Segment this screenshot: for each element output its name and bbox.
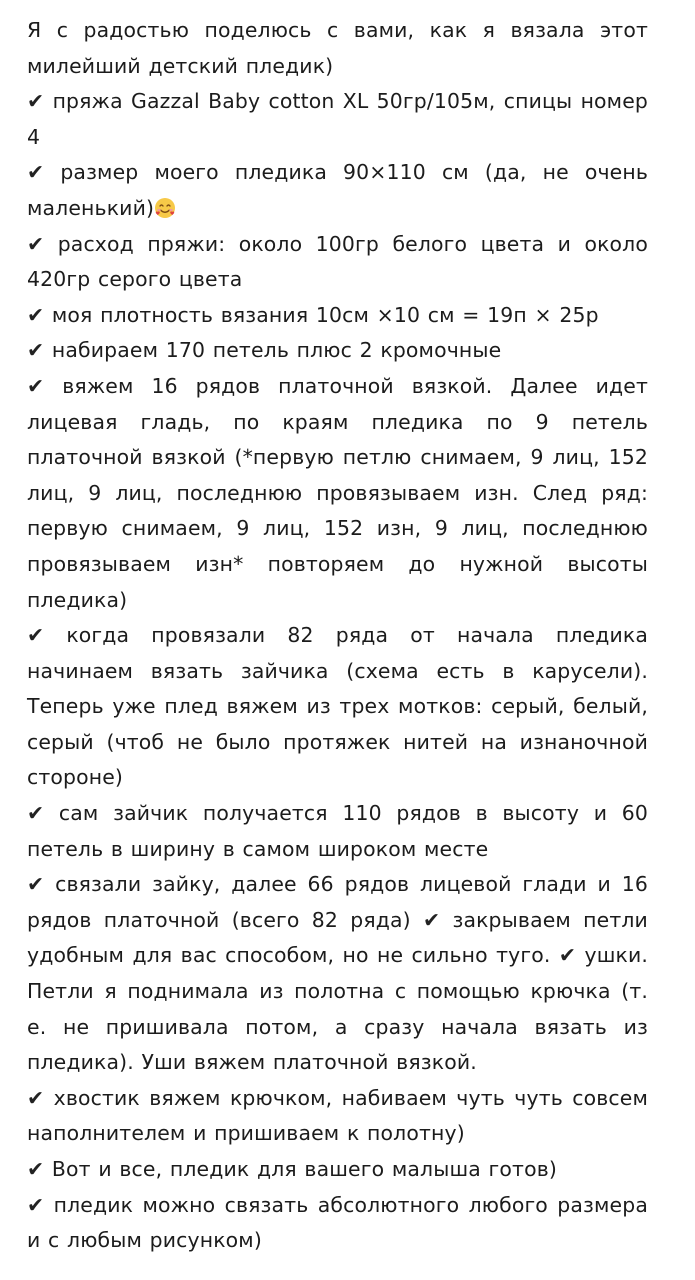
check-icon: ✔ [27,231,45,256]
check-icon: ✔ [27,1085,45,1110]
list-item-tail: ✔ хвостик вяжем крючком, набиваем чуть чуть совсем наполнителем и пришиваем к полотну) [27,1085,648,1146]
list-item-bunny-start: ✔ когда провязали 82 ряда от начала пледика начинаем вязать зайчика (схема есть в карусели). Теперь уже плед вяжем из трех мотков: серый, белый, серый (чтоб не было протяжек нитей на изнаночной стороне) [27,623,648,790]
list-item-done: ✔ Вот и все, пледик для вашего малыша готов) [27,1157,557,1181]
list-item-yarn: ✔ пряжа Gazzal Baby cotton XL 50гр/105м, спицы номер 4 [27,89,648,149]
check-icon: ✔ [27,872,45,897]
check-icon: ✔ [27,302,45,327]
check-icon: ✔ [27,338,45,363]
list-item-any-size: ✔ пледик можно связать абсолютного любого размера и с любым рисунком) [27,1192,648,1253]
check-icon: ✔ [27,1157,45,1181]
list-item-consumption: ✔ расход пряжи: около 100гр белого цвета и около 420гр серого цвета [27,231,648,292]
list-item-pattern: ✔ вяжем 16 рядов платочной вязкой. Далее идет лицевая гладь, по краям пледика по 9 петель платочной вязкой (*первую петлю снимаем, 9 лиц, 152 лиц, 9 лиц, последнюю провязываем изн. След ряд: первую снимаем, 9 лиц, 152 изн, 9 лиц, последнюю провязываем изн* повторяем до нужной высоты пледика) [27,373,648,612]
check-icon: ✔ [27,1192,45,1217]
list-item-cast-on: ✔ набираем 170 петель плюс 2 кромочные [27,338,502,363]
list-item-bunny-size: ✔ сам зайчик получается 110 рядов в высоту и 60 петель в ширину в самом широком месте [27,801,648,861]
intro-paragraph: Я с радостью поделюсь с вами, как я вязала этот милейший детский пледик) [27,18,648,78]
check-icon: ✔ [27,89,45,114]
post-text [27,13,648,1259]
check-icon: ✔ [27,623,45,648]
check-icon: ✔ [27,801,45,826]
check-icon: ✔ [27,160,45,185]
check-icon: ✔ [27,373,45,398]
check-icon: ✔ [422,907,441,932]
check-icon: ✔ [558,943,577,968]
list-item-gauge: ✔ моя плотность вязания 10см ×10 см = 19п × 25р [27,302,599,327]
list-item-size: ✔ размер моего пледика 90×110 см (да, не очень маленький) [27,160,649,220]
smiling-face-with-hearts-icon [154,197,176,219]
list-item-finishing: ✔ связали зайку, далее 66 рядов лицевой глади и 16 рядов платочной (всего 82 ряда) ✔ закрываем петли удобным для вас способом, но не сильно туго. ✔ ушки. Петли я поднимала из полотна с помощью крючка (т. е. не пришивала потом, а сразу начала вязать из пледика). Уши вяжем платочной вязкой. [27,872,649,1075]
